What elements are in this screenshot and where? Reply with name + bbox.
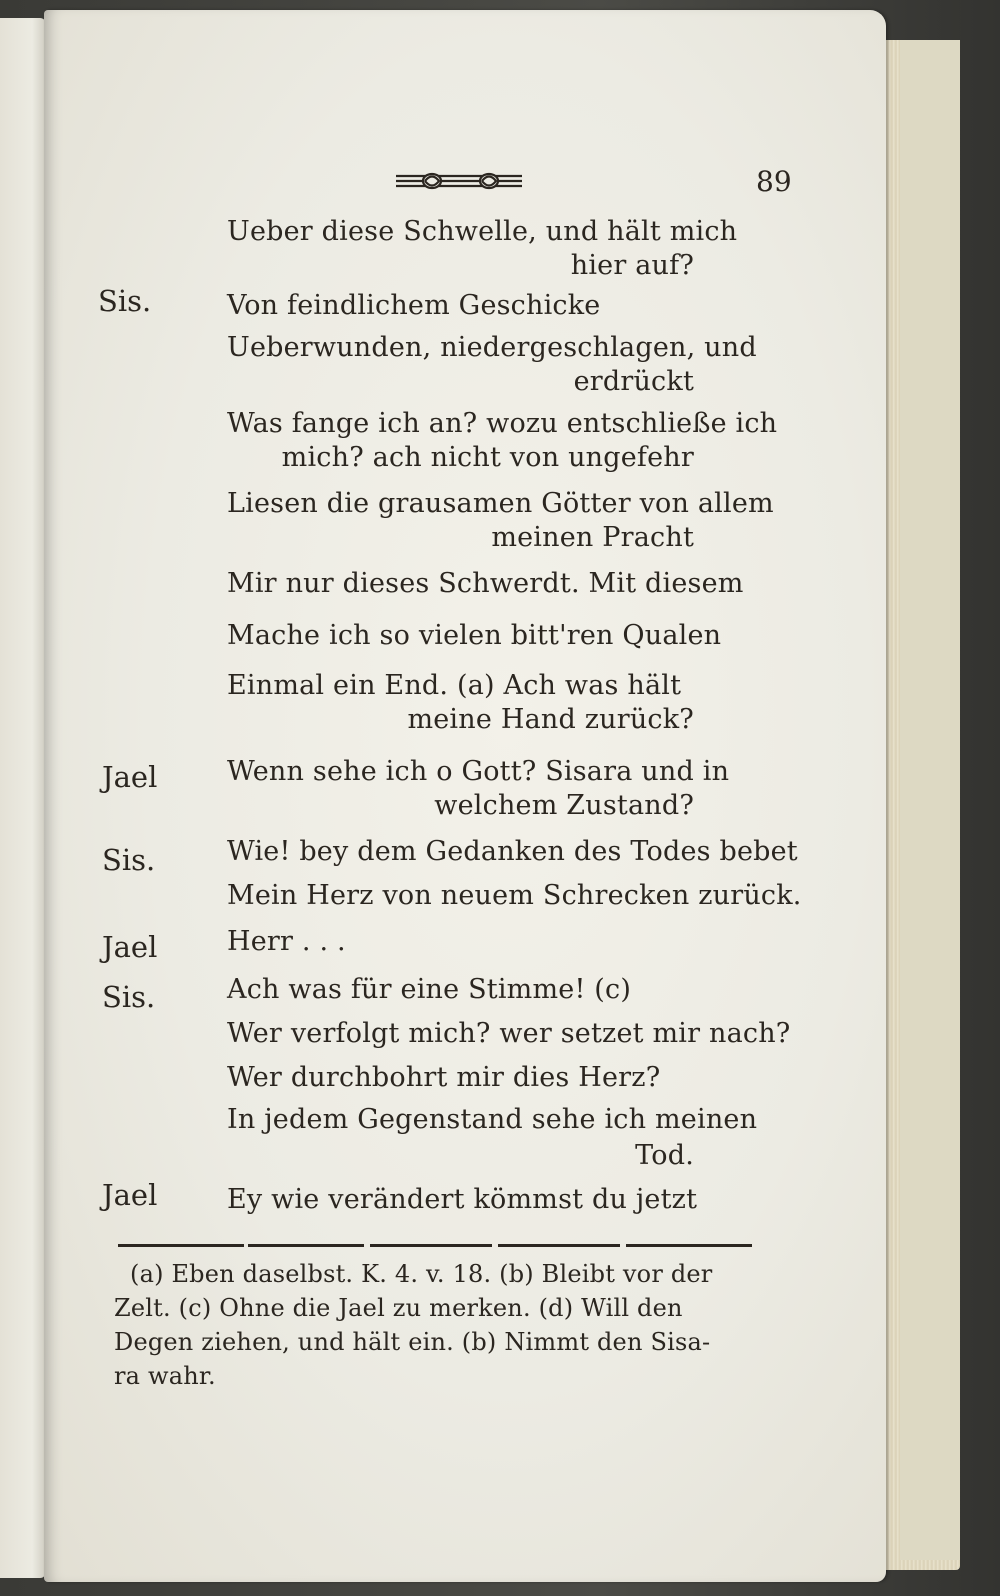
- speaker-label: Jael: [102, 760, 158, 794]
- footnote-rule: [248, 1244, 364, 1247]
- speaker-label: Jael: [102, 930, 158, 964]
- page-number: 89: [756, 165, 792, 198]
- footnote-rule: [498, 1244, 620, 1247]
- verse-line: Mein Herz von neuem Schrecken zurück.: [227, 880, 802, 911]
- left-page-edge: [0, 18, 46, 1578]
- verse-line: Ey wie verändert kömmst du jetzt: [227, 1184, 698, 1215]
- footnote-line: (a) Eben daselbst. K. 4. v. 18. (b) Bleibt vor der: [130, 1260, 713, 1288]
- verse-line: Wie! bey dem Gedanken des Todes bebet: [227, 836, 798, 867]
- verse-line: Ueber diese Schwelle, und hält mich: [227, 216, 738, 247]
- verse-line: Liesen die grausamen Götter von allem: [227, 488, 774, 519]
- verse-line: hier auf?: [570, 250, 694, 281]
- speaker-label: Sis.: [102, 843, 156, 877]
- back-board: [900, 40, 960, 1560]
- speaker-label: Jael: [102, 1178, 158, 1212]
- footnote-rule: [118, 1244, 244, 1247]
- footnote-rule: [626, 1244, 752, 1247]
- verse-line: Mache ich so vielen bitt'ren Qualen: [227, 620, 722, 651]
- verse-line: Ach was für eine Stimme! (c): [227, 974, 632, 1005]
- verse-line: meine Hand zurück?: [407, 704, 694, 735]
- verse-line: In jedem Gegenstand sehe ich meinen: [227, 1104, 758, 1135]
- verse-line: Wenn sehe ich o Gott? Sisara und in: [227, 756, 730, 787]
- speaker-label: Sis.: [98, 284, 152, 318]
- verse-line: mich? ach nicht von ungefehr: [281, 442, 694, 473]
- speaker-label: Sis.: [102, 980, 156, 1014]
- footnote-line: Zelt. (c) Ohne die Jael zu merken. (d) Will den: [114, 1294, 683, 1322]
- verse-line: Ueberwunden, niedergeschlagen, und: [227, 332, 757, 363]
- verse-line: Wer durchbohrt mir dies Herz?: [227, 1062, 661, 1093]
- verse-line: Von feindlichem Geschicke: [227, 290, 601, 321]
- verse-line: meinen Pracht: [491, 522, 694, 553]
- verse-line: erdrückt: [573, 366, 694, 397]
- verse-line: welchem Zustand?: [434, 790, 694, 821]
- header-ornament-icon: [394, 170, 524, 192]
- verse-line: Einmal ein End. (a) Ach was hält: [227, 670, 682, 701]
- footnote-line: ra wahr.: [114, 1362, 216, 1390]
- verse-line: Wer verfolgt mich? wer setzet mir nach?: [227, 1018, 791, 1049]
- book-page: [44, 10, 886, 1582]
- verse-line: Mir nur dieses Schwerdt. Mit diesem: [227, 568, 744, 599]
- verse-line: Herr . . .: [227, 926, 346, 957]
- footnote-line: Degen ziehen, und hält ein. (b) Nimmt den Sisa-: [114, 1328, 711, 1356]
- verse-line: Tod.: [635, 1140, 694, 1171]
- verse-line: Was fange ich an? wozu entschließe ich: [227, 408, 778, 439]
- footnote-rule: [370, 1244, 492, 1247]
